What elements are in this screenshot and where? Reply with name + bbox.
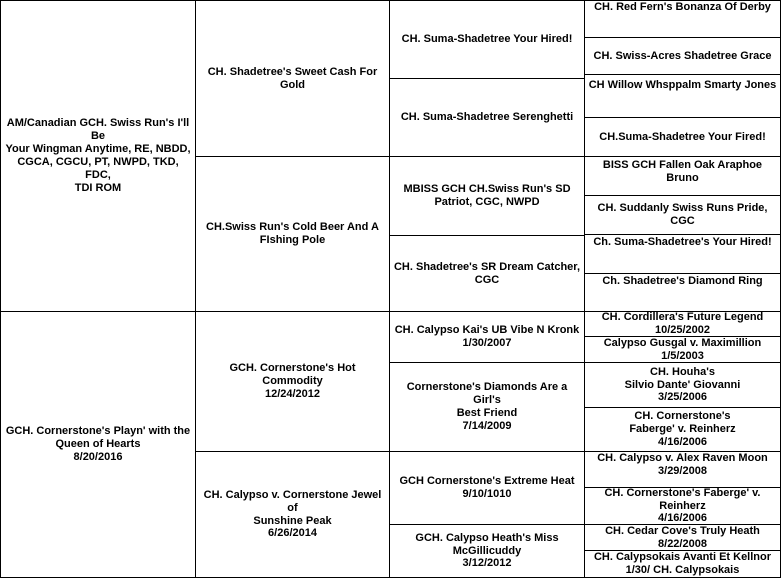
sds-name: MBISS GCH CH.Swiss Run's SD Patriot, CGC, NWPD <box>403 183 571 208</box>
sire-name: AM/Canadian GCH. Swiss Run's I'll Be Your Wingman Anytime, RE, NBDD, CGCA, CGCU, PT, NWPD, TKD, FDC, TDI ROM <box>5 117 191 194</box>
dsss-name: CH. Cordillera's Future Legend 10/25/2002 <box>601 311 764 336</box>
sdss-cell <box>584 156 781 196</box>
ssds-name: CH Willow Whsppalm Smarty Jones <box>588 79 777 91</box>
ddss-cell <box>584 451 781 488</box>
dssd-name: Calypso Gusgal v. Maximillion 1/5/2003 <box>603 336 762 362</box>
dsd-name: Cornerstone's Diamonds Are a Girl's Best Friend 7/14/2009 <box>406 381 568 432</box>
sss-cell <box>389 0 585 79</box>
sddd-cell <box>584 273 781 312</box>
ssd-cell <box>389 78 585 157</box>
sssd-cell <box>584 37 781 75</box>
ssss-cell <box>584 0 781 38</box>
dam-dam-name: CH. Calypso v. Cornerstone Jewel of Sunshine Peak 6/26/2014 <box>203 488 382 540</box>
sssd-name: CH. Swiss-Acres Shadetree Grace <box>593 49 772 62</box>
dssd-cell <box>584 336 781 363</box>
sdds-cell <box>584 234 781 274</box>
ssss-name: CH. Red Fern's Bonanza Of Derby <box>594 1 771 13</box>
ddss-name: CH. Calypso v. Alex Raven Moon 3/29/2008 <box>597 452 768 477</box>
dam-dam-cell <box>195 451 390 578</box>
dds-cell <box>389 451 585 525</box>
sire-dam-name: CH.Swiss Run's Cold Beer And A FIshing Pole <box>206 221 379 246</box>
dam-name: GCH. Cornerstone's Playn' with the Queen of Hearts 8/20/2016 <box>5 425 191 463</box>
sdd-name: CH. Shadetree's SR Dream Catcher, CGC <box>393 260 581 286</box>
dam-cell <box>0 311 196 578</box>
dsds-cell <box>584 362 781 408</box>
ssds-cell <box>584 74 781 118</box>
ssdd-cell <box>584 117 781 157</box>
dddd-name: CH. Calypsokais Avanti Et Kellnor 1/30/ CH. Calypsokais <box>593 551 772 576</box>
dam-sire-cell <box>195 311 390 452</box>
sss-name: CH. Suma-Shadetree Your Hired! <box>401 33 573 46</box>
dss-cell <box>389 311 585 363</box>
dds-name: GCH Cornerstone's Extreme Heat 9/10/1010 <box>399 475 575 500</box>
ssd-name: CH. Suma-Shadetree Serenghetti <box>400 111 574 124</box>
dsss-cell <box>584 311 781 337</box>
sdd-cell <box>389 235 585 312</box>
sddd-name: Ch. Shadetree's Diamond Ring <box>602 275 763 287</box>
ddd-name: GCH. Calypso Heath's Miss McGillicuddy 3/12/2012 <box>415 531 559 570</box>
sdds-name: Ch. Suma-Shadetree's Your Hired! <box>593 236 772 248</box>
sire-dam-cell <box>195 156 390 312</box>
sire-sire-name: CH. Shadetree's Sweet Cash For Gold <box>207 65 378 91</box>
dddd-cell <box>584 550 781 578</box>
sire-sire-cell <box>195 0 390 157</box>
dam-sire-name: GCH. Cornerstone's Hot Commodity 12/24/2012 <box>229 362 356 400</box>
ddsd-cell <box>584 487 781 525</box>
sdsd-name: CH. Suddanly Swiss Runs Pride, CGC <box>597 202 768 227</box>
sdss-name: BISS GCH Fallen Oak Araphoe Bruno <box>602 159 763 184</box>
ddds-cell <box>584 524 781 551</box>
ddds-name: CH. Cedar Cove's Truly Heath 8/22/2008 <box>605 524 760 550</box>
dsdd-cell <box>584 407 781 452</box>
dss-name: CH. Calypso Kai's UB Vibe N Kronk 1/30/2007 <box>394 324 580 349</box>
sire-cell <box>0 0 196 312</box>
ddsd-name: CH. Cornerstone's Faberge' v. Reinherz 4/16/2006 <box>604 487 761 525</box>
sdsd-cell <box>584 195 781 235</box>
ddd-cell <box>389 524 585 578</box>
dsdd-name: CH. Cornerstone's Faberge' v. Reinherz 4/16/2006 <box>629 410 736 448</box>
dsds-name: CH. Houha's Silvio Dante' Giovanni 3/25/2006 <box>624 365 741 404</box>
dsd-cell <box>389 362 585 452</box>
ssdd-name: CH.Suma-Shadetree Your Fired! <box>599 130 766 143</box>
sds-cell <box>389 156 585 236</box>
